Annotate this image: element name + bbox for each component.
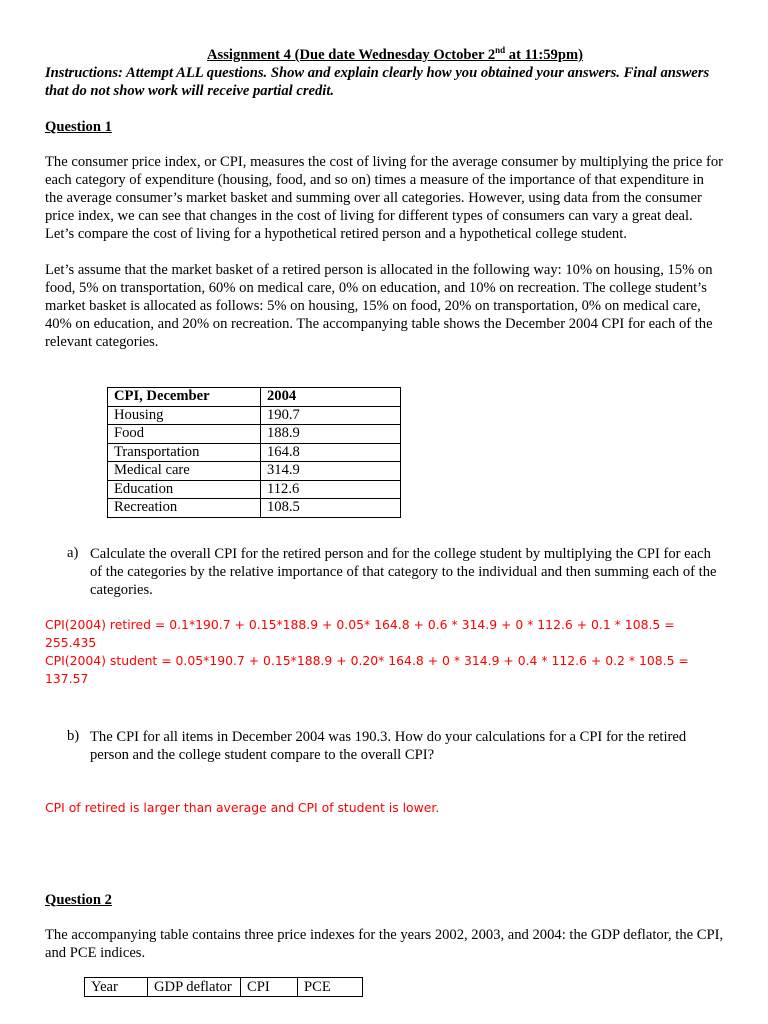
cpi-table-header-category: CPI, December: [108, 388, 261, 407]
document-page: [45, 46, 725, 997]
question1-heading: Question 1: [45, 119, 112, 135]
price-header-year: Year: [85, 977, 148, 996]
table-row: [108, 480, 401, 499]
question2-heading: Question 2: [45, 891, 112, 908]
question1-paragraph-2: Let’s assume that the market basket of a retired person is allocated in the following way: 10% on housing, 15% on food, 5% on transportation, 60% on medical care, 0% on education, and 10% on recreation. The college student’s market basket is allocated as follows: 5% on housing, 15% on food, 20% on transportation, 0% on medical care, 40% on education, and 20% on recreation. The accompanying table shows the December 2004 CPI for each of the relevant categories.: [45, 262, 713, 350]
part-b-marker: b): [67, 727, 80, 744]
cpi-category: Education: [108, 480, 261, 499]
table-row: [108, 462, 401, 481]
assignment-title: [65, 46, 725, 64]
cpi-table: [107, 387, 401, 518]
cpi-category: Housing: [108, 406, 261, 425]
cpi-table-header-year: 2004: [261, 388, 401, 407]
price-header-gdp-deflator: GDP deflator: [148, 977, 241, 996]
table-row: [108, 499, 401, 518]
instructions: Instructions: Attempt ALL questions. Show and explain clearly how you obtained your answers. Final answers that do not show work will receive partial credit.: [45, 65, 710, 99]
question1-paragraph-1: The consumer price index, or CPI, measures the cost of living for the average consumer by multiplying the price for each category of expenditure (housing, food, and so on) times a measure of the importance of that expenditure in the average consumer’s market basket and summing over all categories. However, using data from the consumer price index, we can see that changes in the cost of living for different types of consumers can vary a great deal. Let’s compare the cost of living for a hypothetical retired person and a hypothetical college student.: [45, 154, 724, 242]
part-a-answer-retired: CPI(2004) retired = 0.1*190.7 + 0.15*188.9 + 0.05* 164.8 + 0.6 * 314.9 + 0 * 112.6 + 0.1 * 108.5 = 255.435: [45, 616, 675, 650]
price-header-cpi: CPI: [241, 977, 298, 996]
question1-part-b: [67, 728, 725, 764]
price-header-pce: PCE: [298, 977, 363, 996]
part-b-text: The CPI for all items in December 2004 was 190.3. How do your calculations for a CPI for the retired person and the college student compare to the overall CPI?: [90, 728, 687, 763]
price-index-table: [84, 977, 363, 997]
part-a-text: Calculate the overall CPI for the retired person and for the college student by multiplying the CPI for each of the categories by the relative importance of that category to the individual and then summing each of the categories.: [90, 545, 717, 598]
title-text: Assignment 4 (Due date Wednesday October 2: [207, 47, 496, 63]
table-row: [108, 443, 401, 462]
cpi-value: 314.9: [261, 462, 401, 481]
cpi-category: Food: [108, 425, 261, 444]
cpi-value: 108.5: [261, 499, 401, 518]
cpi-value: 190.7: [261, 406, 401, 425]
part-b-answer: CPI of retired is larger than average and CPI of student is lower.: [45, 799, 440, 815]
question1-part-a: [67, 545, 725, 599]
part-a-marker: a): [67, 544, 79, 561]
cpi-category: Recreation: [108, 499, 261, 518]
table-row: [108, 425, 401, 444]
title-tail: at 11:59pm): [505, 47, 583, 63]
price-index-header-row: [85, 977, 363, 996]
cpi-category: Medical care: [108, 462, 261, 481]
cpi-value: 164.8: [261, 443, 401, 462]
table-row: [108, 406, 401, 425]
cpi-category: Transportation: [108, 443, 261, 462]
cpi-table-header-row: [108, 388, 401, 407]
cpi-value: 112.6: [261, 480, 401, 499]
question2-paragraph-1: The accompanying table contains three price indexes for the years 2002, 2003, and 2004: the GDP deflator, the CPI, and PCE indices.: [45, 926, 724, 961]
cpi-value: 188.9: [261, 425, 401, 444]
title-superscript: nd: [495, 45, 506, 56]
part-a-answer-student: CPI(2004) student = 0.05*190.7 + 0.15*188.9 + 0.20* 164.8 + 0 * 314.9 + 0.4 * 112.6 + 0.2 * 108.5 = 137.57: [45, 652, 689, 686]
